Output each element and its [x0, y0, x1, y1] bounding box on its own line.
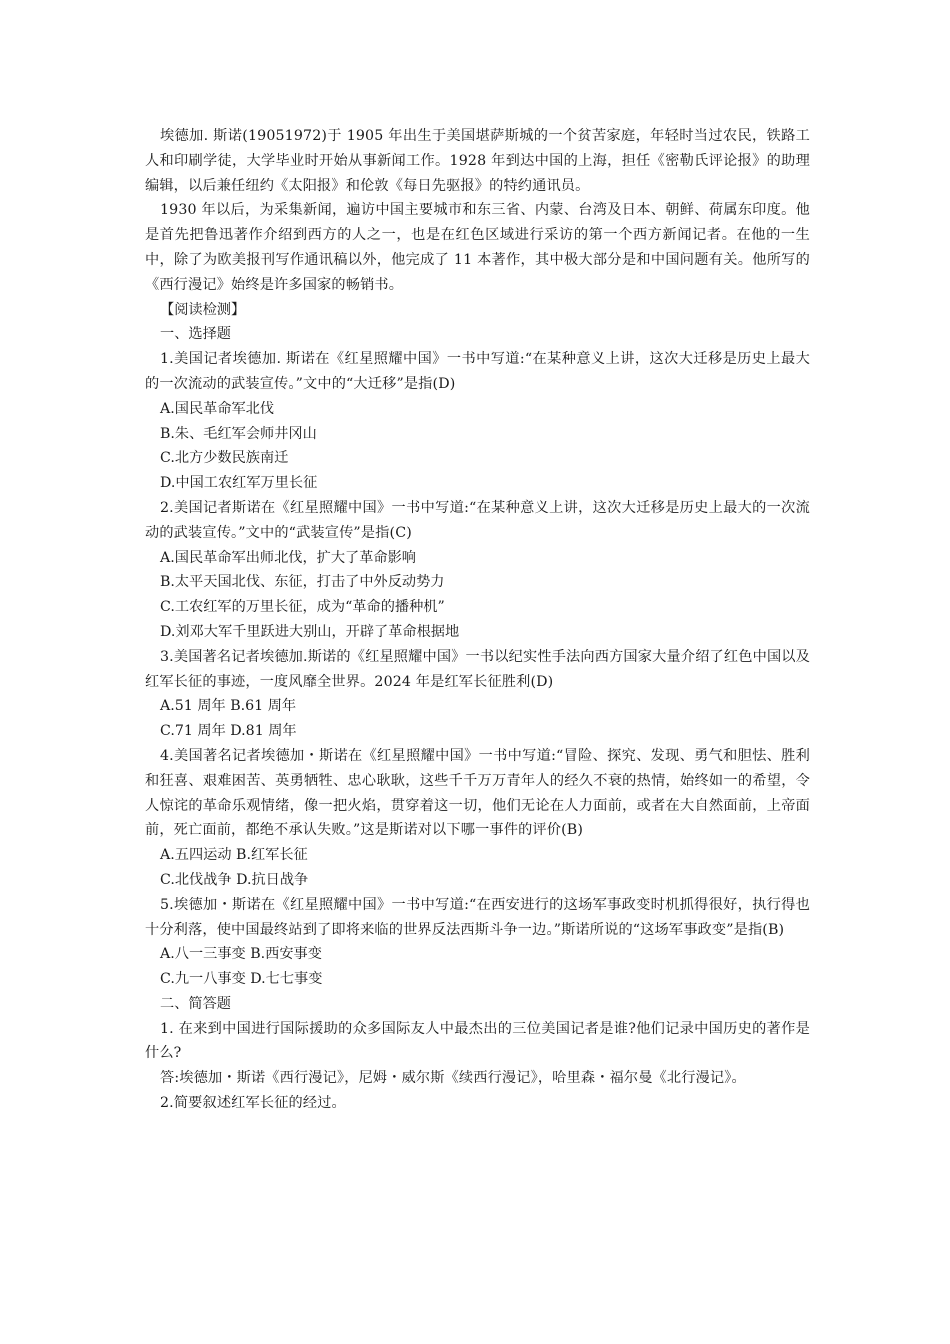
question-3-options-cd: C.71 周年 D.81 周年 [160, 723, 297, 740]
question-5-options-ab: A.八一三事变 B.西安事变 [160, 946, 322, 963]
question-4-options-cd: C.北伐战争 D.抗日战争 [160, 871, 309, 888]
question-2-stem: 2.美国记者斯诺在《红星照耀中国》一书中写道:“在某种意义上讲，这次大迁移是历史上最大的一次流动的武装宣传。”文中的“武装宣传”是指(C) [145, 499, 810, 541]
question-1-option-d: D.中国工农红军万里长征 [160, 475, 318, 492]
short-answer-answer-1: 答:埃德加・斯诺《西行漫记》，尼姆・威尔斯《续西行漫记》，哈里森・福尔曼《北行漫记》。 [160, 1070, 746, 1087]
question-2-option-a: A.国民革命军出师北伐，扩大了革命影响 [160, 549, 416, 566]
section-title: 【阅读检测】 [160, 301, 246, 318]
part1-heading: 一、选择题 [160, 326, 231, 343]
short-answer-question-1: 1. 在来到中国进行国际援助的众多国际友人中最杰出的三位美国记者是谁?他们记录中国历史的著作是什么? [145, 1020, 810, 1062]
question-1-option-b: B.朱、毛红军会师井冈山 [160, 425, 317, 442]
question-4-stem: 4.美国著名记者埃德加・斯诺在《红星照耀中国》一书中写道:“冒险、探究、发现、勇气和胆怯、胜利和狂喜、艰难困苦、英勇牺牲、忠心耿耿，这些千千万万青年人的经久不衰的热情，始终如一的希望，令人惊诧的革命乐观情绪，像一把火焰，贯穿着这一切，他们无论在人力面前，或者在大自然面前，上帝面前，死亡面前，都绝不承认失败。”这是斯诺对以下哪一事件的评价(B) [145, 747, 810, 839]
question-3-options-ab: A.51 周年 B.61 周年 [160, 698, 297, 715]
question-2-option-b: B.太平天国北伐、东征，打击了中外反动势力 [160, 574, 445, 591]
part2-heading: 二、简答题 [160, 995, 231, 1012]
question-5-options-cd: C.九一八事变 D.七七事变 [160, 971, 323, 988]
intro-paragraph-1: 埃德加. 斯诺(19051972)于 1905 年出生于美国堪萨斯城的一个贫苦家庭，年轻时当过农民，铁路工人和印刷学徒，大学毕业时开始从事新闻工作。1928 年到达中国的上海，担任《密勒氏评论报》的助理编辑，以后兼任纽约《太阳报》和伦敦《每日先驱报》的特约通讯员。 [145, 128, 810, 194]
question-1-option-a: A.国民革命军北伐 [160, 400, 275, 417]
question-2-option-c: C.工农红军的万里长征，成为“革命的播种机” [160, 599, 445, 616]
question-2-option-d: D.刘邓大军千里跃进大别山，开辟了革命根据地 [160, 623, 460, 640]
document-page [145, 124, 810, 1116]
question-1-stem: 1.美国记者埃德加. 斯诺在《红星照耀中国》一书中写道:“在某种意义上讲，这次大迁移是历史上最大的一次流动的武装宣传。”文中的“大迁移”是指(D) [145, 351, 810, 392]
intro-paragraph-2: 1930 年以后，为采集新闻，遍访中国主要城市和东三省、内蒙、台湾及日本、朝鲜、荷属东印度。他是首先把鲁迅著作介绍到西方的人之一，也是在红色区域进行采访的第一个西方新闻记者。在他的一生中，除了为欧美报刊写作通讯稿以外，他完成了 11 本著作，其中极大部分是和中国问题有关。他所写的《西行漫记》始终是许多国家的畅销书。 [145, 202, 810, 293]
short-answer-question-2: 2.简要叙述红军长征的经过。 [160, 1095, 346, 1112]
question-1-option-c: C.北方少数民族南迁 [160, 450, 289, 467]
question-4-options-ab: A.五四运动 B.红军长征 [160, 847, 308, 864]
question-3-stem: 3.美国著名记者埃德加.斯诺的《红星照耀中国》一书以纪实性手法向西方国家大量介绍了红色中国以及红军长征的事迹，一度风靡全世界。2024 年是红军长征胜利(D) [145, 648, 810, 690]
question-5-stem: 5.埃德加・斯诺在《红星照耀中国》一书中写道:“在西安进行的这场军事政变时机抓得很好，执行得也十分利落，使中国最终站到了即将来临的世界反法西斯斗争一边。”斯诺所说的“这场军事政变”是指(B) [145, 896, 810, 938]
